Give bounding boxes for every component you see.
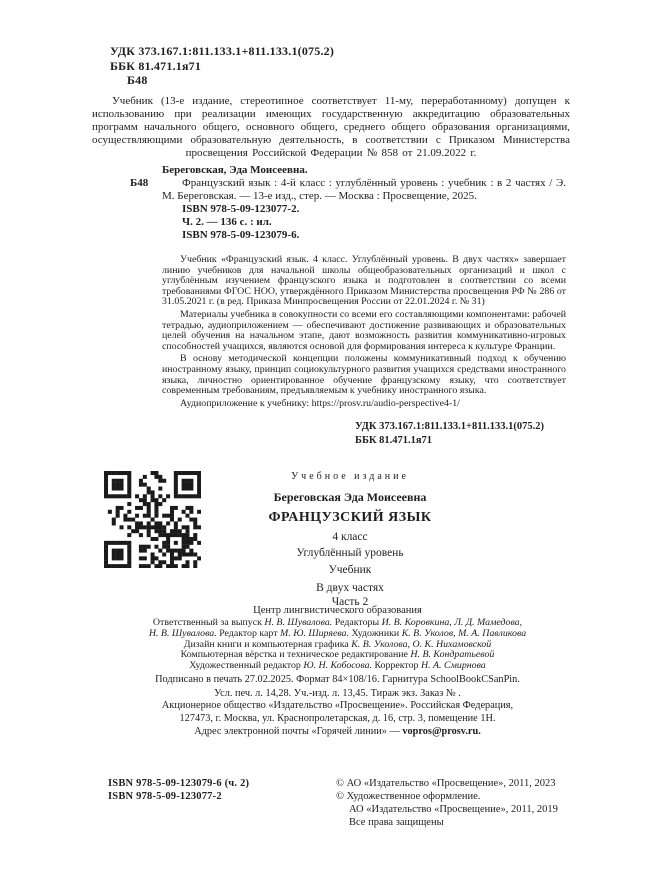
copyright-line: АО «Издательство «Просвещение», 2011, 2019 — [349, 804, 558, 815]
catalog-description: Французский язык : 4-й класс : углублённый уровень : учебник : в 2 частях / Э. М. Береговская. — 13-е изд., стер. — Москва : Просвещение, 2025. — [162, 177, 566, 202]
book-type-line: Учебник — [328, 563, 372, 576]
credits-line: Дизайн книги и компьютерная графика К. В. Уколова, О. К. Нихамовской — [183, 638, 492, 650]
author-sign: Б48 — [127, 73, 148, 87]
colophon-title-block — [135, 471, 565, 608]
annotation-paragraph-3: В основу методической концепции положены коммуникативный подход к обучению иностранному языку, принцип социокультурного развития учащихся средствами иностранного языка, личностно ориентированное обучение французскому языку, что соответствует современным требованиям, предъявляемым к учебнику иностранного языка. — [162, 353, 566, 397]
isbn-common: ISBN 978-5-09-123077-2. — [182, 203, 300, 215]
print-info-line: Подписано в печать 27.02.2025. Формат 84×108/16. Гарнитура SchoolBookCSanPin. — [155, 674, 520, 685]
level-line: Углублённый уровень — [296, 547, 404, 559]
catalog-card — [130, 164, 566, 242]
part-info: Ч. 2. — 136 с. : ил. — [182, 216, 272, 228]
udk-number: УДК 373.167.1:811.133.1+811.133.1(075.2) — [110, 44, 335, 58]
publisher-block — [65, 700, 610, 726]
copyright-line: Все права защищены — [349, 817, 444, 828]
print-info-line: Усл. печ. л. 14,28. Уч.-изд. л. 13,45. Тираж экз. Заказ № . — [214, 687, 461, 699]
hotline-email-line: Адрес электронной почты «Горячей линии» — vopros@prosv.ru. — [194, 726, 481, 737]
copyright-line: © Художественное оформление. — [336, 791, 481, 802]
part-label-line: Часть 2 — [331, 595, 369, 608]
credits-block — [55, 618, 620, 672]
catalog-author: Береговская, Эда Моисеевна. — [162, 164, 308, 176]
classification-block-top — [110, 44, 334, 88]
footer-isbn-part: ISBN 978-5-09-123079-6 (ч. 2) — [108, 778, 250, 789]
annotation-paragraph-2: Материалы учебника в совокупности со всеми его составляющими компонентами: рабочей тетрадью, аудиоприложением — обеспечивают достижение развивающих и образовательных целей обучения на начальном этапе, дают возможность развития коммуникативно-игровых способностей учащихся, являются основой для формирования интереса к культуре Франции. — [162, 308, 566, 352]
footer-isbn-common: ISBN 978-5-09-123077-2 — [108, 791, 222, 802]
bbk-number-bottom: ББК 81.471.1я71 — [355, 434, 433, 446]
book-title: ФРАНЦУЗСКИЙ ЯЗЫК — [268, 510, 432, 525]
classification-block-bottom — [355, 420, 544, 447]
print-info-block — [65, 673, 610, 700]
admission-note: Учебник (13-е издание, стереотипное соответствует 11-му, переработанному) допущен к использованию при реализации имеющих государственную аккредитацию образовательных программ начального общего, основного общего, среднего общего образования организациями, осуществляющими образовательную деятельность, в соответствии с Приказом Министерства просвещения Российской Федерации № 858 от 21.09.2022 г. — [92, 95, 570, 159]
colophon-author: Береговская Эда Моисеевна — [273, 490, 427, 504]
credits-line: Ответственный за выпуск Н. В. Шувалова. Редакторы И. В. Коровкина, Л. Д. Мамедова, — [152, 617, 523, 628]
parts-note-line: В двух частях — [316, 581, 384, 594]
isbn-part: ISBN 978-5-09-123079-6. — [182, 229, 300, 241]
catalog-author-sign: Б48 — [130, 177, 149, 189]
publisher-line: 127473, г. Москва, ул. Краснопролетарская, д. 16, стр. 3, помещение 1Н. — [179, 712, 496, 724]
udk-number-bottom: УДК 373.167.1:811.133.1+811.133.1(075.2) — [355, 421, 545, 432]
footer-isbn-block — [108, 777, 249, 803]
bbk-number: ББК 81.471.1я71 — [110, 58, 202, 73]
copyright-line: © АО «Издательство «Просвещение», 2011, 2023 — [336, 778, 556, 789]
edition-kind: Учебное издание — [291, 471, 409, 482]
department-line: Центр лингвистического образования — [253, 605, 422, 616]
annotation — [162, 255, 566, 411]
credits-line: Н. В. Шувалова. Редактор карт М. Ю. Ширяева. Художники К. В. Уколов, М. А. Павликова — [148, 627, 527, 639]
footer-copyright-block — [336, 777, 558, 829]
credits-line: Художественный редактор Ю. Н. Кобосова. Корректор Н. А. Смирнова — [189, 660, 486, 672]
credits-line: Компьютерная вёрстка и техническое редактирование Н. В. Кондратьевой — [180, 649, 495, 661]
annotation-paragraph-1: Учебник «Французский язык. 4 класс. Углублённый уровень. В двух частях» завершает линию учебников для начальной школы общеобразовательных организаций и школ с углублённым изучением французского языка и подготовлен в соответствии со всеми требованиями ФГОС НОО, утверждённого Приказом Министерства просвещения РФ № 286 от 31.05.2021 г. (в ред. Приказа Минпросвещения России от 22.01.2024 г. № 31) — [162, 254, 566, 308]
audio-app-note: Аудиоприложение к учебнику: https://prosv.ru/audio-perspective4-1/ — [180, 397, 460, 409]
publisher-line: Акционерное общество «Издательство «Просвещение». Российская Федерация, — [161, 700, 514, 711]
grade-line: 4 класс — [332, 530, 368, 543]
